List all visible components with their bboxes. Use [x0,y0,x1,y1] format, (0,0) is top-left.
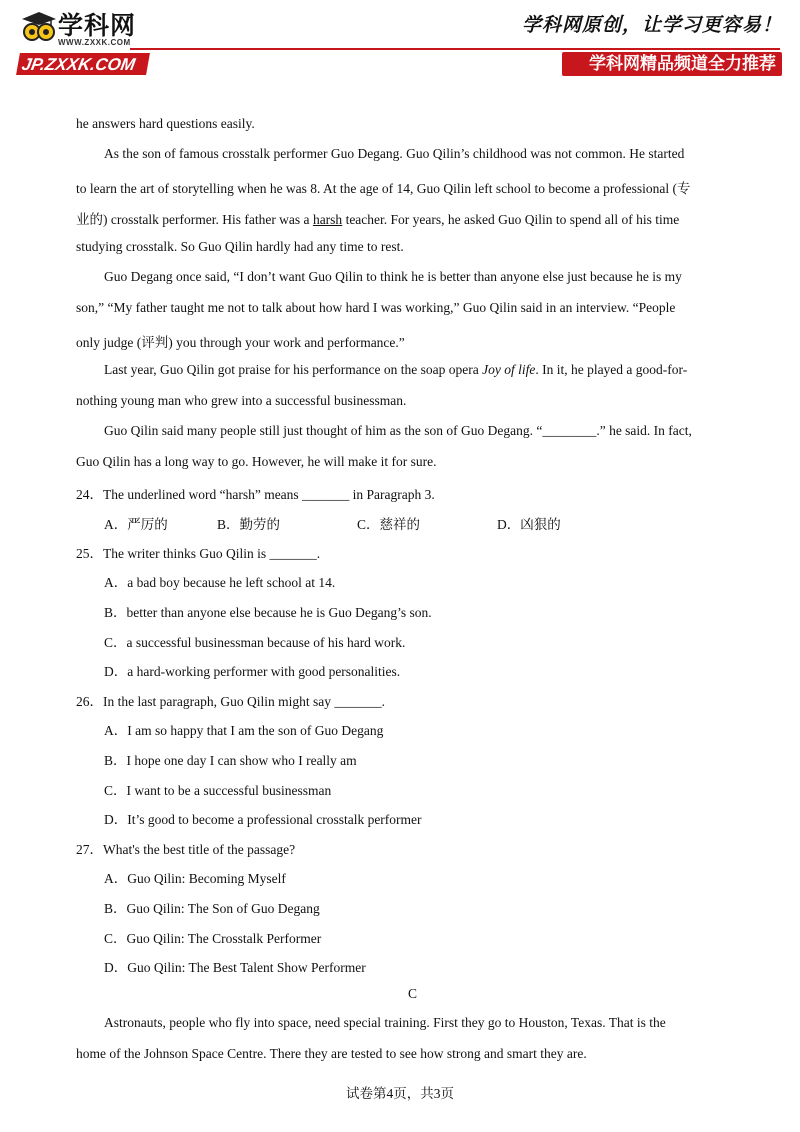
section-heading: C [408,986,418,1001]
option-d[interactable]: D．It’s good to become a professional crosstalk performer [104,812,422,827]
passage-line: to learn the art of storytelling when he was 8. At the age of 14, Guo Qilin left school to become a professional (专 [76,181,691,196]
question-26: 26．In the last paragraph, Guo Qilin might say _______. [76,694,385,709]
option-a[interactable]: A．I am so happy that I am the son of Guo Degang [104,723,384,738]
text-span: Last year, Guo Qilin got praise for his performance on the soap opera [104,362,483,377]
underlined-word: harsh [312,212,343,227]
passage-line: As the son of famous crosstalk performer Guo Degang. Guo Qilin’s childhood was not common. He started [104,146,685,161]
question-24-options [104,513,561,533]
passage-line: nothing young man who grew into a successful businessman. [76,393,407,408]
option-a[interactable]: A．严厉的 [104,517,168,532]
header-slogan: 学科网原创，让学习更容易！ [521,14,782,36]
passage-line: Guo Qilin has a long way to go. However, he will make it for sure. [76,454,437,469]
page-footer: 试卷第4页，共3页 [346,1086,454,1101]
passage-line [104,362,687,378]
option-c[interactable]: C．a successful businessman because of his hard work. [104,635,406,650]
option-b[interactable]: B．Guo Qilin: The Son of Guo Degang [104,901,320,916]
option-c[interactable]: C．慈祥的 [357,517,421,532]
option-b[interactable]: B．I hope one day I can show who I really am [104,753,357,768]
italic-title: Joy of life [482,362,536,377]
passage-line: he answers hard questions easily. [76,116,255,131]
recommend-banner: 学科网精品频道全力推荐 [562,52,782,76]
option-d[interactable]: D．a hard-working performer with good personalities. [104,664,401,679]
logo-url: WWW.ZXXK.COM [58,38,131,47]
passage-line: Guo Qilin said many people still just thought of him as the son of Guo Degang. “________.” he said. In fact, [104,423,692,438]
text-span: teacher. For years, he asked Guo Qilin to spend all of his time [342,212,680,227]
question-25: 25．The writer thinks Guo Qilin is _______. [76,546,321,561]
passage-line: home of the Johnson Space Centre. There they are tested to see how strong and smart they are. [76,1046,587,1061]
option-b[interactable]: B．勤劳的 [217,517,281,532]
passage-line: only judge (评判) you through your work and performance.” [76,335,405,350]
option-a[interactable]: A．Guo Qilin: Becoming Myself [104,871,286,886]
owl-logo-icon [22,12,56,44]
question-27: 27．What's the best title of the passage? [76,842,296,857]
page-header [0,0,800,80]
option-c[interactable]: C．I want to be a successful businessman [104,783,332,798]
question-24: 24．The underlined word “harsh” means _______ in Paragraph 3. [76,487,435,502]
passage-line: Guo Degang once said, “I don’t want Guo Qilin to think he is better than anyone else just because he is my [104,269,682,284]
text-span: . In it, he played a good-for- [535,362,688,377]
passage-line: studying crosstalk. So Guo Qilin hardly had any time to rest. [76,239,404,254]
passage-line [76,208,679,228]
option-d[interactable]: D．Guo Qilin: The Best Talent Show Performer [104,960,366,975]
option-d[interactable]: D．凶狠的 [497,517,561,532]
logo-text: 学科网 [58,11,137,40]
text-span: 业的) crosstalk performer. His father was a [76,212,313,227]
option-c[interactable]: C．Guo Qilin: The Crosstalk Performer [104,931,322,946]
option-a[interactable]: A．a bad boy because he left school at 14. [104,575,336,590]
passage-line: Astronauts, people who fly into space, need special training. First they go to Houston, Texas. That is the [104,1015,666,1030]
header-divider [130,48,780,50]
passage-line: son,” “My father taught me not to talk about how hard I was working,” Guo Qilin said in an interview. “People [76,300,676,315]
option-b[interactable]: B．better than anyone else because he is Guo Degang’s son. [104,605,432,620]
site-badge: JP.ZXXK.COM [16,53,150,75]
